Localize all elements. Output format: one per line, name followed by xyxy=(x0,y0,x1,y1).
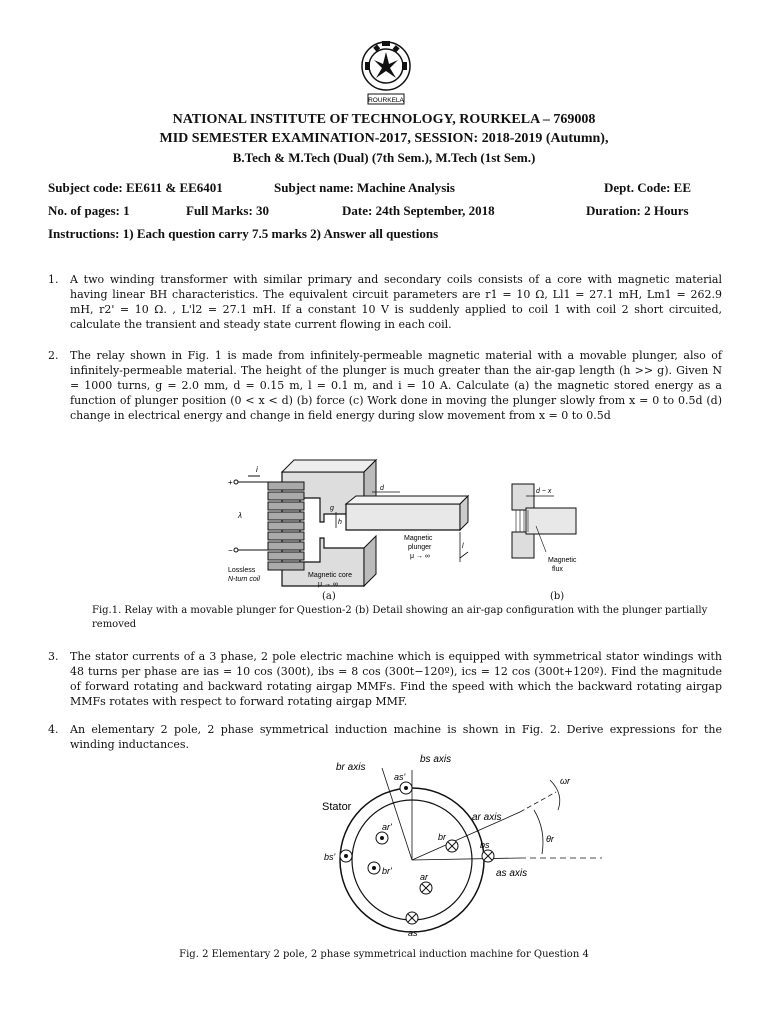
question-number: 4. xyxy=(48,723,59,736)
label-plunger-1: Magnetic xyxy=(404,535,433,542)
question-3 xyxy=(48,649,722,709)
dept-code: Dept. Code: EE xyxy=(604,180,692,195)
label-core-2: μ → ∞ xyxy=(318,581,338,588)
logo-text: ROURKELA xyxy=(368,97,404,104)
question-4 xyxy=(48,722,722,752)
label-dx: d − x xyxy=(536,488,552,495)
label-bs-prime: bs' xyxy=(324,852,336,862)
label-coil-1: Lossless xyxy=(228,567,256,574)
figure-2-caption: Fig. 2 Elementary 2 pole, 2 phase symmetrical induction machine for Question 4 xyxy=(179,949,589,960)
institute-title: NATIONAL INSTITUTE OF TECHNOLOGY, ROURKELA – 769008 xyxy=(172,112,596,127)
question-number: 1. xyxy=(48,273,59,286)
figure-1b-label: (b) xyxy=(550,591,565,602)
label-flux-2: flux xyxy=(552,566,563,573)
question-number: 3. xyxy=(48,650,59,663)
question-1 xyxy=(48,272,722,332)
exam-title: MID SEMESTER EXAMINATION-2017, SESSION: 2018-2019 (Autumn), xyxy=(159,131,609,146)
question-text: A two winding transformer with similar primary and secondary coils consists of a core with magnetic material having linear BH characteristics. The equivalent circuit parameters are r1 = 10 Ω, Ll1 = 27.1 mH, Lm1 = 262.9 mH, r2' = 10 Ω. , L'l2 = 27.1 mH. If a constant 10 V is suddenly applied to coil 1 with coil 2 short circuited, calculate the transient and steady state current flowing in each coil. xyxy=(70,273,722,331)
label-i: i xyxy=(256,465,258,474)
subject-code: Subject code: EE611 & EE6401 xyxy=(48,180,223,195)
label-coil-2: N-turn coil xyxy=(228,576,260,583)
label-plunger-2: plunger xyxy=(408,544,432,551)
label-stator: Stator xyxy=(322,801,352,813)
exam-date: Date: 24th September, 2018 xyxy=(342,203,495,218)
question-text: The stator currents of a 3 phase, 2 pole electric machine which is equipped with symmetrical stator windings with 48 turns per phase are ias = 10 cos (300t), ibs = 8 cos (300t−120º), ics = 12 cos (300t+120º). Find the magnitude of forward rotating and backward rotating airgap MMFs. Find the speed with which the backward rotating airgap MMFs rotates with respect to forward rotating airgap MMF. xyxy=(70,650,722,708)
label-bs-axis: bs axis xyxy=(420,754,452,765)
label-plunger-3: μ → ∞ xyxy=(410,553,430,560)
subject-name: Subject name: Machine Analysis xyxy=(274,180,455,195)
label-br: br xyxy=(438,832,447,842)
label-core-1: Magnetic core xyxy=(308,572,352,579)
label-lambda: λ xyxy=(238,511,242,520)
question-number: 2. xyxy=(48,349,59,362)
full-marks: Full Marks: 30 xyxy=(186,203,270,218)
label-ar-axis: ar axis xyxy=(472,812,502,823)
label-ar-prime: ar' xyxy=(382,822,392,832)
label-omega: ωr xyxy=(560,776,571,786)
label-d: d xyxy=(380,485,384,492)
question-text: The relay shown in Fig. 1 is made from infinitely-permeable magnetic material with a movable plunger, also of infinitely-permeable material. The height of the plunger is much greater than the air-gap length (h >> g). Given N = 1000 turns, g = 2.0 mm, d = 0.15 m, l = 0.1 m, and i = 10 A. Calculate (a) the magnetic stored energy as a function of plunger position (0 < x < d) (b) force (c) Work done in moving the plunger slowly from x = 0 to 0.5d (d) change in electrical energy and change in field energy during slow movement from x = 0 to 0.5d xyxy=(70,349,722,422)
figure-1a-relay xyxy=(224,452,468,604)
instructions: Instructions: 1) Each question carry 7.5 marks 2) Answer all questions xyxy=(48,226,439,241)
label-bs: bs xyxy=(480,840,490,850)
label-flux-1: Magnetic xyxy=(548,557,577,564)
figure-2-induction-machine xyxy=(320,750,610,938)
label-plus: + xyxy=(228,478,233,487)
exam-duration: Duration: 2 Hours xyxy=(586,203,689,218)
page-count: No. of pages: 1 xyxy=(48,203,130,218)
question-2 xyxy=(48,348,722,423)
label-as-axis: as axis xyxy=(496,868,528,879)
label-theta: θr xyxy=(546,834,554,844)
label-as-prime: as' xyxy=(394,772,406,782)
figure-1b-airgap xyxy=(486,482,582,586)
label-g: g xyxy=(330,505,334,512)
label-minus: − xyxy=(228,546,233,555)
label-br-axis: br axis xyxy=(336,762,366,773)
question-text: An elementary 2 pole, 2 phase symmetrical induction machine is shown in Fig. 2. Derive expressions for the winding inductances. xyxy=(70,723,722,751)
label-as: as xyxy=(408,928,418,938)
figure-1a-label: (a) xyxy=(322,591,336,602)
program-title: B.Tech & M.Tech (Dual) (7th Sem.), M.Tech (1st Sem.) xyxy=(232,150,536,165)
label-l: l xyxy=(462,543,464,550)
label-ar: ar xyxy=(420,872,429,882)
label-br-prime: br' xyxy=(382,866,392,876)
figure-1-caption: Fig.1. Relay with a movable plunger for Question-2 (b) Detail showing an air-gap configuration with the plunger partially removed xyxy=(92,605,708,630)
label-h: h xyxy=(338,519,342,526)
institute-logo xyxy=(358,38,414,106)
